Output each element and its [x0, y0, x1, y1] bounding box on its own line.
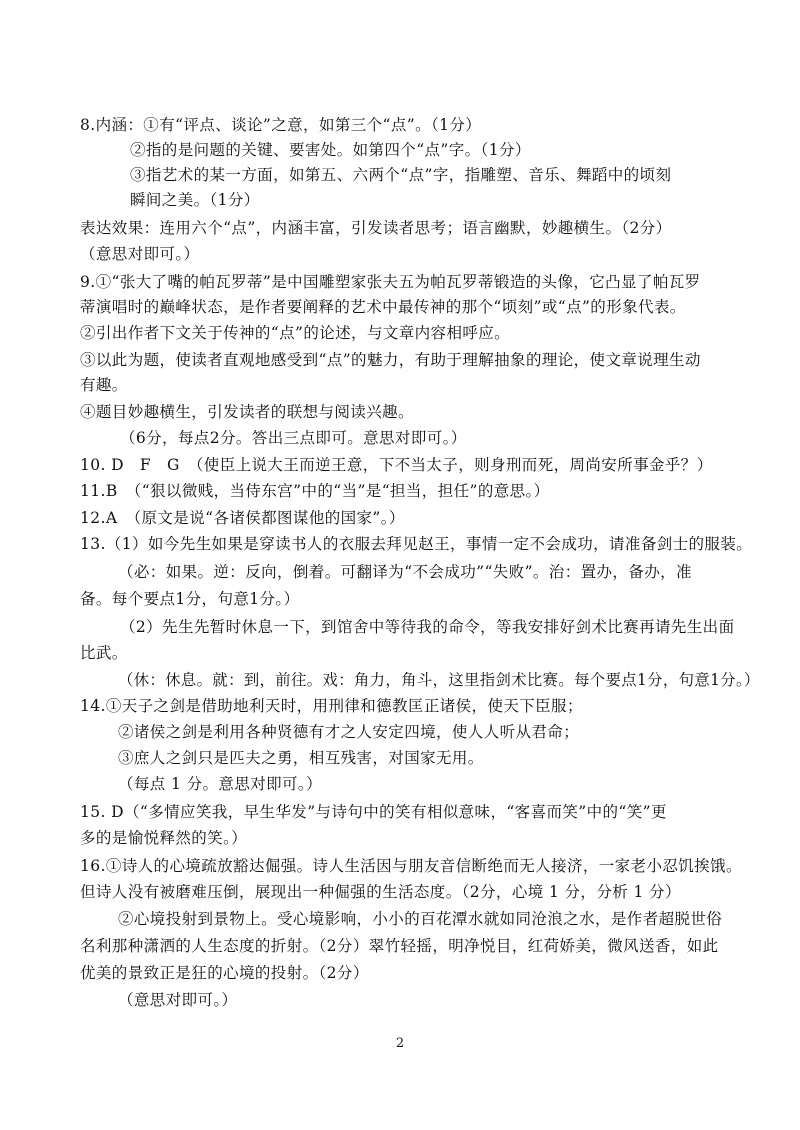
answer-9-scoring: （6分，每点2分。答出三点即可。意思对即可。） — [120, 429, 467, 447]
answer-10: 10. D F G （使臣上说大王而逆王意，下不当太子，则身刑而死，周尚安所事金乎？） — [80, 456, 713, 474]
answer-16-note: （意思对即可。） — [118, 991, 238, 1009]
answer-13-line-6: （休：休息。就：到，前往。戏：角力，角斗，这里指剑术比赛。每个要点1分，句意1分。） — [118, 671, 760, 689]
answer-13-line-1: 13.（1）如今先生如果是穿读书人的衣服去拜见赵王，事情一定不会成功，请准备剑士的服装。 — [80, 535, 753, 553]
answer-9-line-1: 9.①“张大了嘴的帕瓦罗蒂”是中国雕塑家张夫五为帕瓦罗蒂锻造的头像，它凸显了帕瓦罗 — [80, 273, 701, 291]
answer-13-line-2: （必：如果。逆：反向，倒着。可翻译为“不会成功”“失败”。治：置办，备办，准 — [118, 563, 692, 581]
answer-15-line-2: 多的是愉悦释然的笑。） — [80, 829, 248, 847]
answer-13-line-5: 比武。 — [80, 644, 128, 662]
answer-16-line-4: 名利那种潇洒的人生态度的折射。（2分）翠竹轻摇，明净悦目，红荷娇美，微风送香，如此 — [80, 937, 719, 955]
answer-13-line-4: （2）先生先暂时休息一下，到馆舍中等待我的命令，等我安排好剑术比赛再请先生出面 — [120, 618, 735, 636]
answer-8-effect: 表达效果：连用六个“点”，内涵丰富，引发读者思考；语言幽默，妙趣横生。（2分） — [80, 219, 672, 237]
answer-9-line-4: ③以此为题，使读者直观地感受到“点”的魅力，有助于理解抽象的理论，使文章说理生动 — [80, 351, 701, 369]
answer-16-line-1: 16.①诗人的心境疏放豁达倔强。诗人生活因与朋友音信断绝而无人接济，一家老小忍饥挨饿。 — [80, 857, 742, 875]
answer-9-line-2: 蒂演唱时的巅峰状态，是作者要阐释的艺术中最传神的那个“顷刻”或“点”的形象代表。 — [80, 298, 686, 316]
answer-16-line-3: ②心境投射到景物上。受心境影响，小小的百花潭水就如同沧浪之水，是作者超脱世俗 — [118, 910, 723, 928]
answer-8-line-3: ③指艺术的某一方面，如第五、六两个“点”字，指雕塑、音乐、舞蹈中的顷刻 — [130, 166, 672, 184]
answer-9-line-3: ②引出作者下文关于传神的“点”的论述，与文章内容相呼应。 — [80, 324, 511, 342]
answer-9-line-5: 有趣。 — [80, 376, 128, 394]
answer-14-line-3: ③庶人之剑只是匹夫之勇，相互残害，对国家无用。 — [118, 749, 484, 767]
answer-8-line-1: 8.内涵：①有“评点、谈论”之意，如第三个“点”。（1分） — [80, 116, 482, 134]
answer-16-line-2: 但诗人没有被磨难压倒，展现出一种倔强的生活态度。（2分，心境 1 分，分析 1 分） — [80, 883, 681, 901]
answer-16-line-5: 优美的景致正是狂的心境的投射。（2分） — [80, 964, 369, 982]
answer-8-line-4: 瞬间之美。（1分） — [130, 191, 260, 209]
answer-12: 12.A （原文是说“各诸侯都图谋他的国家”。） — [80, 509, 405, 527]
answer-14-line-2: ②诸侯之剑是利用各种贤德有才之人安定四境，使人人听从君命； — [118, 723, 580, 741]
answer-9-line-6: ④题目妙趣横生，引发读者的联想与阅读兴趣。 — [80, 403, 414, 421]
answer-13-line-3: 备。每个要点1分，句意1分。） — [80, 590, 300, 608]
answer-14-line-1: 14.①天子之剑是借助地利天时，用刑律和德教匡正诸侯，使天下臣服； — [80, 697, 583, 715]
answer-15-line-1: 15. D（“多情应笑我，早生华发”与诗句中的笑有相似意味，“客喜而笑”中的“笑”更 — [80, 803, 667, 821]
answer-8-line-2: ②指的是问题的关键、要害处。如第四个“点”字。（1分） — [130, 141, 531, 159]
answer-8-note: （意思对即可。） — [80, 245, 200, 263]
answer-11: 11.B （“狠以微贱，当侍东宫”中的“当”是“担当，担任”的意思。） — [80, 482, 550, 500]
answer-14-scoring: （每点 1 分。意思对即可。） — [118, 775, 322, 793]
page-number: 2 — [395, 1036, 405, 1051]
